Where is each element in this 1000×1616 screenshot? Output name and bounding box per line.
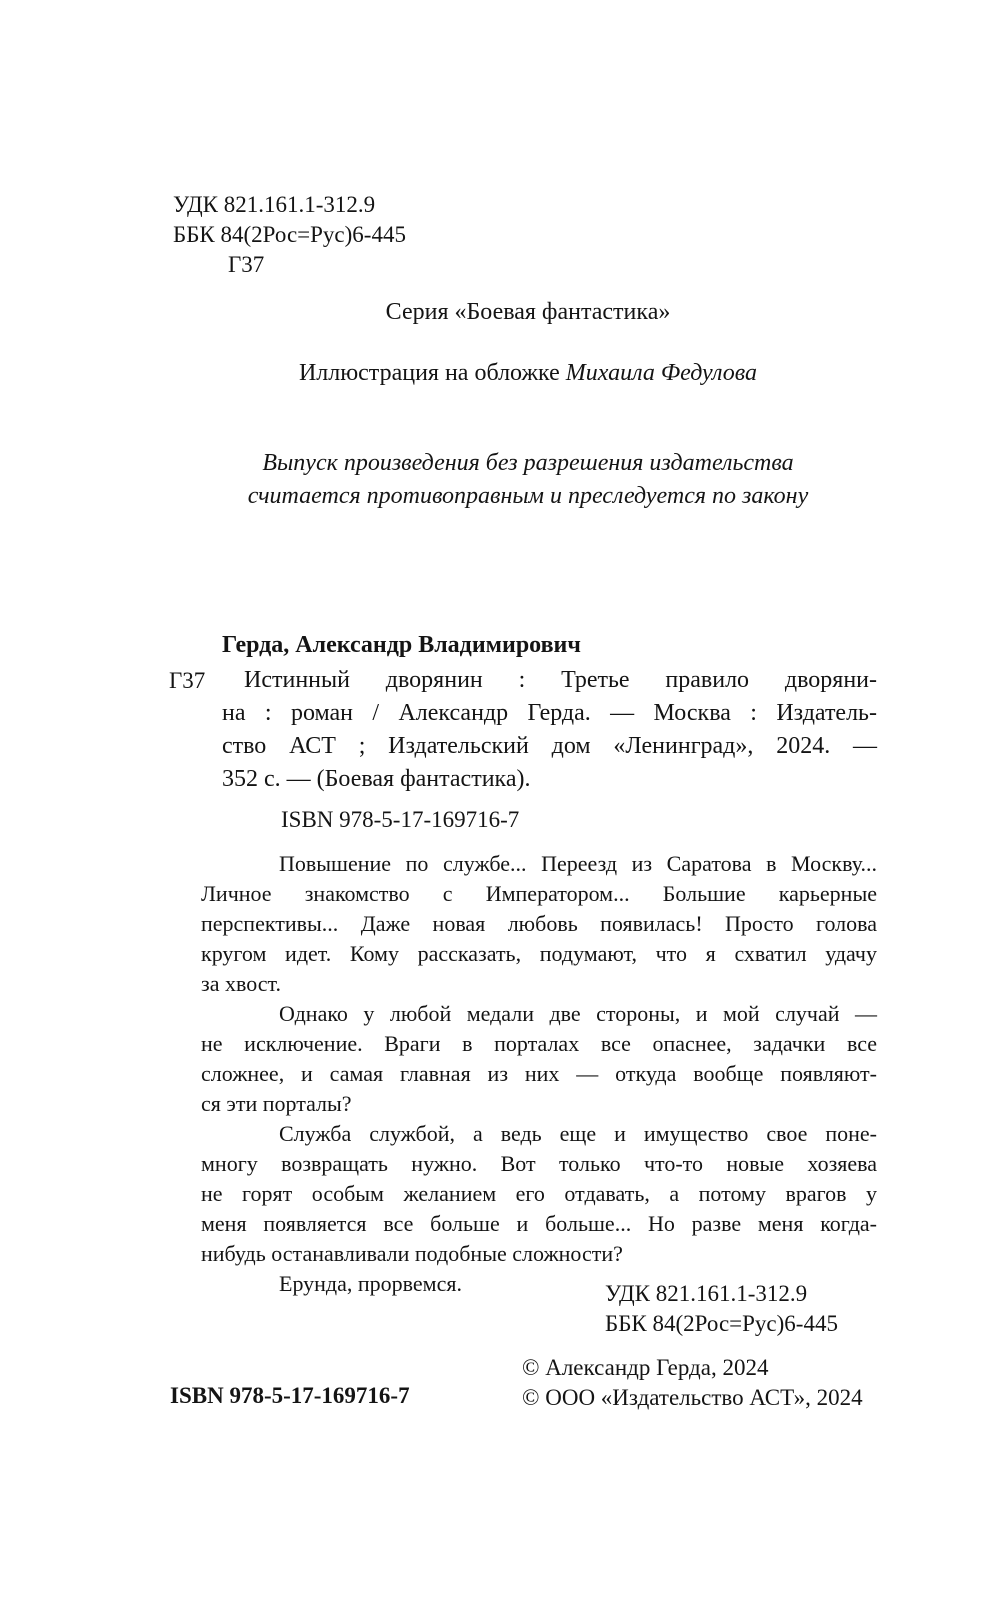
catalog-card-line: на : роман / Александр Герда. — Москва : Издатель- [222,700,877,726]
legal-notice [172,447,884,513]
annotation-line: Однако у любой медали две стороны, и мой случай — [279,1001,877,1026]
isbn-bottom: ISBN 978-5-17-169716-7 [170,1383,410,1408]
annotation-line: кругом идет. Кому рассказать, подумают, что я схватил удачу [201,941,877,966]
annotation-line: Ерунда, прорвемся. [279,1271,462,1296]
annotation-line: не исключение. Враги в порталах все опаснее, задачки все [201,1031,877,1056]
annotation-line: меня появляется все больше и больше... Но разве меня когда- [201,1211,877,1236]
bbk-code: ББК 84(2Рос=Рус)6-445 [173,222,406,247]
annotation-line: перспективы... Даже новая любовь появилась! Просто голова [201,911,877,936]
catalog-card-line: 352 с. — (Боевая фантастика). [222,766,531,792]
annotation-block [201,849,877,1299]
annotation-line: ся эти порталы? [201,1091,352,1116]
catalog-card-code: Г37 [169,668,206,693]
annotation-line: не горят особым желанием его отдавать, а потому врагов у [201,1181,877,1206]
copyright-block [522,1353,863,1413]
illustration-line [172,358,884,388]
annotation-line: многу возвращать нужно. Вот только что-то новые хозяева [201,1151,877,1176]
bottom-codes-block [605,1279,838,1339]
udk-code: УДК 821.161.1-312.9 [173,192,376,217]
bbk-code-bottom: ББК 84(2Рос=Рус)6-445 [605,1311,838,1336]
catalog-card-line: ство АСТ ; Издательский дом «Ленинград», 2024. — [222,733,877,759]
annotation-line: сложнее, и самая главная из них — откуда вообще появляют- [201,1061,877,1086]
illustration-prefix: Иллюстрация на обложке [298,360,560,386]
artist-name: Михаила Федулова [565,360,758,386]
legal-notice-line: считается противоправным и преследуется по закону [247,483,809,509]
copyright-author-line: © Александр Герда, 2024 [522,1355,769,1380]
udk-code-bottom: УДК 821.161.1-312.9 [605,1281,808,1306]
isbn-number: ISBN 978-5-17-169716-7 [281,807,520,832]
annotation-line: за хвост. [201,971,281,996]
annotation-line: Повышение по службе... Переезд из Саратова в Москву... [279,851,877,876]
catalog-card-line: Истинный дворянин : Третье правило дворяни- [244,667,877,693]
annotation-line: Служба службой, а ведь еще и имущество свое поне- [279,1121,877,1146]
catalog-card [169,664,877,796]
author-sign-code: Г37 [228,252,265,277]
catalog-author-header: Герда, Александр Владимирович [222,632,581,658]
series-line: Серия «Боевая фантастика» [385,299,671,325]
legal-notice-line: Выпуск произведения без разрешения издательства [262,450,794,476]
annotation-line: нибудь останавливали подобные сложности? [201,1241,623,1266]
copyright-publisher-line: © ООО «Издательство АСТ», 2024 [522,1385,863,1410]
top-codes-block [173,190,406,280]
annotation-line: Личное знакомство с Императором... Большие карьерные [201,881,877,906]
